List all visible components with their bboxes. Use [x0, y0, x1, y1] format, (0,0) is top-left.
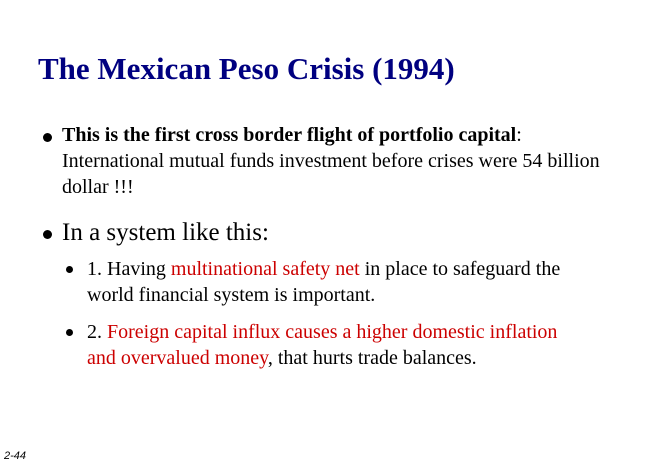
- sub-bullet-item-1: [87, 256, 587, 308]
- sub-bullet-2-suffix: , that hurts trade balances.: [267, 347, 477, 369]
- bullet-dot-icon: [43, 133, 52, 142]
- sub-bullet-1-prefix: 1. Having: [87, 258, 171, 280]
- sub-bullet-dot-icon: [66, 266, 73, 273]
- slide-title: The Mexican Peso Crisis (1994): [38, 51, 455, 86]
- sub-bullet-dot-icon: [66, 329, 73, 336]
- sub-bullet-2-prefix: 2.: [87, 321, 107, 343]
- slide-number: 2-44: [4, 450, 27, 462]
- bullet-item-1: [62, 122, 602, 200]
- bullet-dot-icon: [43, 230, 52, 239]
- bullet-item-2: In a system like this:: [62, 219, 269, 246]
- bullet-1-bold-text: This is the first cross border flight of portfolio capital: [62, 124, 517, 146]
- sub-bullet-item-2: [87, 319, 587, 371]
- sub-bullet-1-highlight: multinational safety net: [170, 258, 360, 280]
- bullet-1-text: : International mutual funds investment before crises were 54 billion dollar !!!: [62, 124, 600, 198]
- sub-bullet-2-highlight: Foreign capital influx causes a higher domestic inflation and overvalued money: [87, 321, 558, 369]
- sub-bullet-1-suffix: in place to safeguard the world financial system is important.: [87, 258, 561, 306]
